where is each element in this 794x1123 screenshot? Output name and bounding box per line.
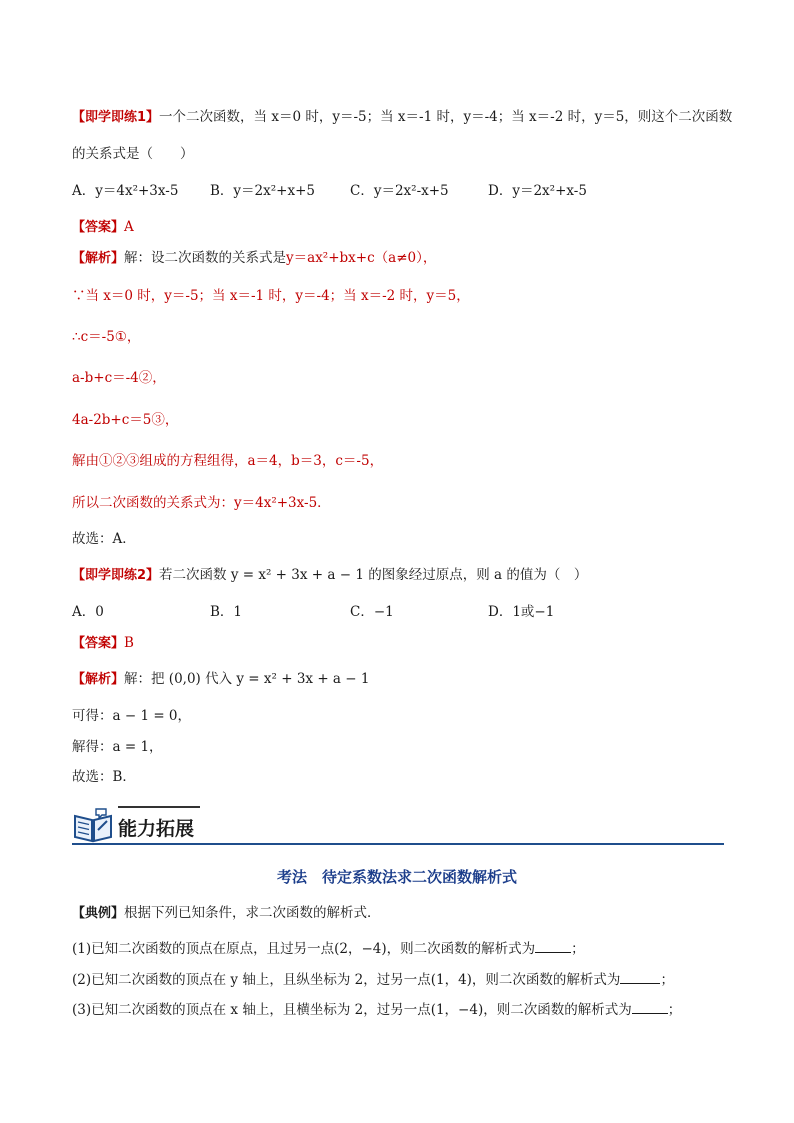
- ex1-answer-value: A: [124, 219, 134, 235]
- ex1-option-b: B．y＝2x²+x+5: [210, 183, 315, 199]
- ex2-analysis-text: 解：把 (0,0) 代入 y = x² + 3x + a − 1: [124, 671, 370, 687]
- ex1-solve-lead: 解由①②③组成的方程组得，: [72, 453, 248, 469]
- ex2-stem-text: 若二次函数 y = x² + 3x + a − 1 的图象经过原点，则 a 的值为（ ）: [159, 567, 588, 583]
- section-divider: [72, 843, 724, 845]
- answer-blank-2[interactable]: [620, 970, 660, 984]
- ex2-step-2: 解得：a = 1，: [72, 739, 163, 755]
- ex1-analysis-tag: 【解析】: [72, 251, 125, 266]
- ex1-answer: [72, 218, 134, 237]
- example-q1: [72, 939, 585, 958]
- ex1-analysis-lead: 解：设二次函数的关系式是: [124, 250, 287, 266]
- ex1-conclusion: [72, 494, 331, 512]
- ex1-choose: 故选：A．: [72, 531, 136, 547]
- ex1-step-3: a-b+c＝-4②，: [72, 370, 166, 386]
- method-title: 考法 待定系数法求二次函数解析式: [276, 868, 517, 886]
- example-tag: 【典例】: [72, 906, 125, 921]
- answer-blank-1[interactable]: [535, 939, 571, 953]
- ex1-stem-line2: 的关系式是（ ）: [72, 146, 194, 162]
- ex1-stem-text: 一个二次函数，当 x＝0 时，y＝-5；当 x＝-1 时，y＝-4；当 x＝-2 时，y＝5，则这个二次函数: [159, 109, 733, 125]
- ex1-options: [72, 182, 587, 200]
- ex1-analysis-formula: y＝ax²+bx+c（a≠0），: [286, 250, 437, 266]
- ex2-option-c: C．−1: [350, 604, 394, 620]
- example-q1-text: (1)已知二次函数的顶点在原点，且过另一点(2，−4)，则二次函数的解析式为: [72, 941, 536, 957]
- ex1-answer-tag: 【答案】: [72, 220, 125, 235]
- example-q3-tail: ；: [667, 1002, 682, 1018]
- ex1-step-1: ∵当 x＝0 时，y＝-5；当 x＝-1 时，y＝-4；当 x＝-2 时，y＝5，: [72, 288, 470, 304]
- example-q3-text: (3)已知二次函数的顶点在 x 轴上，且横坐标为 2，过另一点(1，−4)，则二次函数的解析式为: [72, 1002, 632, 1018]
- ex1-analysis: [72, 249, 436, 268]
- section-title: 能力拓展: [118, 818, 195, 840]
- ex1-option-c: C．y＝2x²-x+5: [350, 183, 449, 199]
- ex2-option-b: B．1: [210, 604, 243, 620]
- ex2-tag: 【即学即练2】: [72, 568, 160, 583]
- ex1-tag: 【即学即练1】: [72, 110, 160, 125]
- ex2-options: [72, 603, 554, 621]
- ex1-conclusion-lead: 所以二次函数的关系式为：: [72, 495, 234, 511]
- ex1-step-4: 4a-2b+c＝5③，: [72, 412, 179, 428]
- ex1-solve: [72, 452, 383, 470]
- section-book-icon: [72, 806, 114, 844]
- example-intro-text: 根据下列已知条件，求二次函数的解析式．: [124, 905, 381, 921]
- example-q2-tail: ；: [660, 972, 674, 988]
- ex2-stem: [72, 566, 587, 585]
- ex1-step-2: ∴c＝-5①，: [72, 329, 141, 345]
- ex1-option-d: D．y＝2x²+x-5: [488, 183, 587, 199]
- ex2-option-a: A．0: [72, 604, 104, 620]
- ex2-option-d: D．1或−1: [488, 604, 555, 620]
- answer-blank-3[interactable]: [632, 1000, 668, 1014]
- ex1-conclusion-formula: y＝4x²+3x-5．: [234, 495, 331, 511]
- example-q2-text: (2)已知二次函数的顶点在 y 轴上，且纵坐标为 2，过另一点(1，4)，则二次函数的解析式为: [72, 972, 621, 988]
- example-q3: [72, 1000, 681, 1019]
- ex2-answer-tag: 【答案】: [72, 636, 125, 651]
- ex1-stem-line1: [72, 108, 732, 127]
- ex1-option-a: A．y＝4x²+3x-5: [72, 183, 179, 199]
- ex2-answer-value: B: [124, 635, 134, 651]
- example-intro: [72, 904, 381, 923]
- ex2-analysis: [72, 670, 369, 689]
- example-q2: [72, 970, 674, 989]
- ex2-analysis-tag: 【解析】: [72, 672, 125, 687]
- section-title-overline: [118, 806, 200, 808]
- ex1-solve-values: a＝4，b＝3，c＝-5，: [247, 453, 384, 469]
- ex2-choose: 故选：B．: [72, 769, 136, 785]
- example-q1-tail: ；: [571, 941, 585, 957]
- ex2-answer: [72, 634, 134, 653]
- ex2-step-1: 可得：a − 1 = 0，: [72, 708, 192, 724]
